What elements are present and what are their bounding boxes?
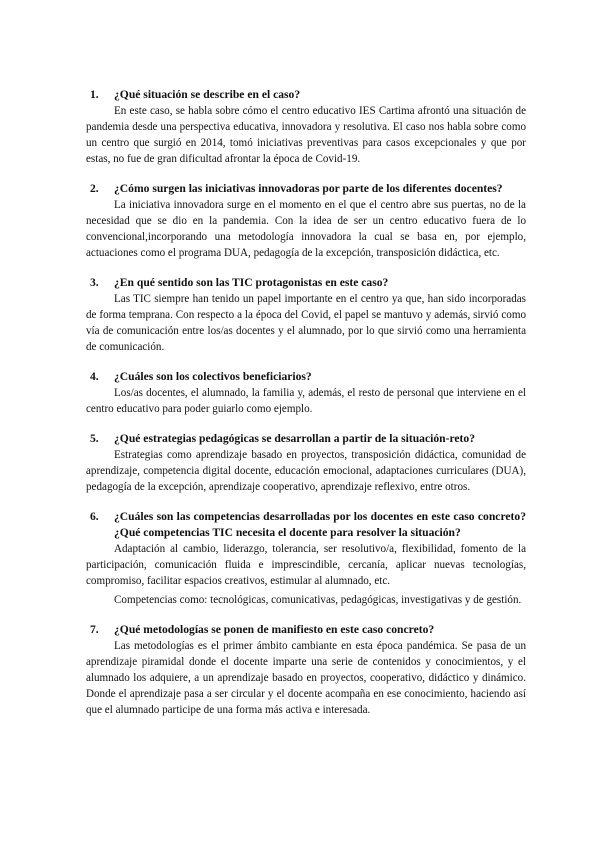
question-text: ¿Qué metodologías se ponen de manifiesto en este caso concreto?: [114, 623, 435, 636]
question-number: 2.: [90, 182, 99, 195]
question-number: 7.: [90, 623, 99, 636]
question-heading: [86, 622, 526, 638]
section-1: [86, 87, 526, 167]
answer-paragraph: Competencias como: tecnológicas, comunicativas, pedagógicas, investigativas y de gestión.: [114, 594, 522, 606]
answer-paragraph: Estrategias como aprendizaje basado en proyectos, transposición didáctica, comunidad de aprendizaje, competencia digital docente, educación emocional, adaptaciones curriculares (DUA), pedagogía de la excepción, aprendizaje cooperativo, aprendizaje reflexivo, entre otros.: [86, 449, 526, 493]
question-text: ¿Qué estrategias pedagógicas se desarrollan a partir de la situación-reto?: [114, 432, 475, 445]
question-heading: [86, 87, 526, 103]
question-heading: [86, 431, 526, 447]
question-text: ¿En qué sentido son las TIC protagonistas en este caso?: [114, 276, 389, 289]
question-number: 1.: [90, 88, 99, 101]
question-text: ¿Cuáles son las competencias desarrolladas por los docentes en este caso concreto? ¿Qué competencias TIC necesita el docente para resolver la situación?: [114, 510, 526, 539]
question-heading: [86, 369, 526, 385]
answer-paragraph: En este caso, se habla sobre cómo el centro educativo IES Cartima afrontó una situación de pandemia desde una perspectiva educativa, innovadora y resolutiva. El caso nos habla sobre como un centro que surgió en 2014, tomó iniciativas preventivas para casos excepcionales y que por estas, no fue de gran dificultad afrontar la época de Covid-19.: [86, 105, 526, 165]
section-4: [86, 369, 526, 417]
question-text: ¿Cómo surgen las iniciativas innovadoras por parte de los diferentes docentes?: [114, 182, 503, 195]
section-7: [86, 622, 526, 718]
answer-paragraph: Las TIC siempre han tenido un papel importante en el centro ya que, han sido incorporadas de forma temprana. Con respecto a la época del Covid, el papel se mantuvo y además, sirvió como vía de comunicación entre los/as docentes y el alumnado, por lo que sirvió como una herramienta de comunicación.: [86, 293, 526, 353]
question-number: 6.: [90, 510, 99, 523]
question-text: ¿Cuáles son los colectivos beneficiarios?: [114, 370, 312, 383]
question-number: 3.: [90, 276, 99, 289]
section-5: [86, 431, 526, 495]
question-heading: [86, 181, 526, 197]
answer-paragraph: Las metodologías es el primer ámbito cambiante en esta época pandémica. Se pasa de un aprendizaje piramidal donde el docente imparte una serie de contenidos y conocimientos, y el alumnado los adquiere, a un aprendizaje basado en proyectos, cooperativo, didáctico y dinámico. Donde el aprendizaje pasa a ser circular y el docente acompaña en ese conocimiento, haciendo así que el alumnado participe de una forma más activa e interesada.: [86, 640, 526, 716]
question-heading: [86, 509, 526, 541]
question-number: 5.: [90, 432, 99, 445]
document-page: [86, 87, 526, 732]
question-number: 4.: [90, 370, 99, 383]
question-text: ¿Qué situación se describe en el caso?: [114, 88, 301, 101]
section-3: [86, 275, 526, 355]
answer-paragraph: Los/as docentes, el alumnado, la familia y, además, el resto de personal que interviene en el centro educativo para poder guiarlo como ejemplo.: [86, 387, 526, 415]
answer-paragraph: Adaptación al cambio, liderazgo, tolerancia, ser resolutivo/a, flexibilidad, fomento de la participación, comunicación fluida e imprescindible, cercanía, aplicar nuevas tecnologías, compromiso, facilitar espacios creativos, estimular al alumnado, etc.: [86, 543, 526, 587]
question-heading: [86, 275, 526, 291]
answer-paragraph: La iniciativa innovadora surge en el momento en el que el centro abre sus puertas, no de la necesidad que se dio en la pandemia. Con la idea de ser un centro educativo fuera de lo convencional,incorporando una metodología innovadora la cual se basa en, por ejemplo, actuaciones como el programa DUA, pedagogía de la excepción, transposición didáctica, etc.: [86, 199, 526, 259]
section-2: [86, 181, 526, 261]
section-6: [86, 509, 526, 608]
